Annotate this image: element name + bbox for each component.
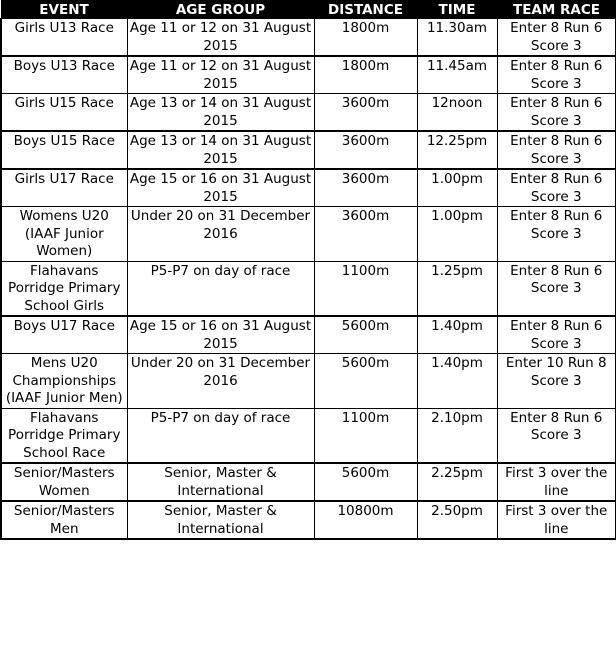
team-race-cell: First 3 over the line bbox=[497, 501, 616, 539]
time-cell: 2.10pm bbox=[417, 408, 497, 463]
team-race-cell: Enter 10 Run 8 Score 3 bbox=[497, 354, 616, 409]
header-event: EVENT bbox=[1, 1, 127, 19]
table-row bbox=[1, 94, 616, 132]
table-row bbox=[1, 261, 616, 316]
event-cell: Boys U17 Race bbox=[1, 316, 127, 354]
distance-cell: 1800m bbox=[314, 19, 417, 57]
event-cell: Girls U17 Race bbox=[1, 169, 127, 207]
age-group-cell: Senior, Master & International bbox=[127, 501, 314, 539]
time-cell: 1.00pm bbox=[417, 169, 497, 207]
team-race-cell: Enter 8 Run 6 Score 3 bbox=[497, 316, 616, 354]
age-group-cell: Senior, Master & International bbox=[127, 463, 314, 501]
table-row bbox=[1, 131, 616, 169]
age-group-cell: Age 11 or 12 on 31 August 2015 bbox=[127, 19, 314, 57]
table-body bbox=[1, 19, 616, 540]
header-team-race: TEAM RACE bbox=[497, 1, 616, 19]
time-cell: 1.40pm bbox=[417, 354, 497, 409]
team-race-cell: First 3 over the line bbox=[497, 463, 616, 501]
team-race-cell: Enter 8 Run 6 Score 3 bbox=[497, 261, 616, 316]
team-race-cell: Enter 8 Run 6 Score 3 bbox=[497, 169, 616, 207]
age-group-cell: Under 20 on 31 December 2016 bbox=[127, 207, 314, 262]
distance-cell: 5600m bbox=[314, 463, 417, 501]
time-cell: 1.40pm bbox=[417, 316, 497, 354]
event-cell: Womens U20 (IAAF Junior Women) bbox=[1, 207, 127, 262]
distance-cell: 3600m bbox=[314, 207, 417, 262]
table-row bbox=[1, 169, 616, 207]
event-cell: Senior/Masters Men bbox=[1, 501, 127, 539]
team-race-cell: Enter 8 Run 6 Score 3 bbox=[497, 207, 616, 262]
age-group-cell: P5-P7 on day of race bbox=[127, 408, 314, 463]
age-group-cell: Age 13 or 14 on 31 August 2015 bbox=[127, 94, 314, 132]
team-race-cell: Enter 8 Run 6 Score 3 bbox=[497, 131, 616, 169]
distance-cell: 5600m bbox=[314, 316, 417, 354]
distance-cell: 1100m bbox=[314, 408, 417, 463]
team-race-cell: Enter 8 Run 6 Score 3 bbox=[497, 94, 616, 132]
distance-cell: 5600m bbox=[314, 354, 417, 409]
event-cell: Girls U13 Race bbox=[1, 19, 127, 57]
distance-cell: 1800m bbox=[314, 56, 417, 94]
table-row bbox=[1, 408, 616, 463]
event-cell: Flahavans Porridge Primary School Race bbox=[1, 408, 127, 463]
distance-cell: 3600m bbox=[314, 131, 417, 169]
age-group-cell: Age 15 or 16 on 31 August 2015 bbox=[127, 316, 314, 354]
table-row bbox=[1, 501, 616, 539]
event-cell: Senior/Masters Women bbox=[1, 463, 127, 501]
team-race-cell: Enter 8 Run 6 Score 3 bbox=[497, 56, 616, 94]
distance-cell: 3600m bbox=[314, 94, 417, 132]
team-race-cell: Enter 8 Run 6 Score 3 bbox=[497, 19, 616, 57]
table-row bbox=[1, 463, 616, 501]
table-row bbox=[1, 207, 616, 262]
time-cell: 11.45am bbox=[417, 56, 497, 94]
age-group-cell: Age 15 or 16 on 31 August 2015 bbox=[127, 169, 314, 207]
time-cell: 12noon bbox=[417, 94, 497, 132]
age-group-cell: P5-P7 on day of race bbox=[127, 261, 314, 316]
event-cell: Boys U13 Race bbox=[1, 56, 127, 94]
age-group-cell: Age 11 or 12 on 31 August 2015 bbox=[127, 56, 314, 94]
distance-cell: 1100m bbox=[314, 261, 417, 316]
age-group-cell: Under 20 on 31 December 2016 bbox=[127, 354, 314, 409]
event-cell: Mens U20 Championships (IAAF Junior Men) bbox=[1, 354, 127, 409]
table-row bbox=[1, 56, 616, 94]
time-cell: 2.25pm bbox=[417, 463, 497, 501]
event-cell: Boys U15 Race bbox=[1, 131, 127, 169]
age-group-cell: Age 13 or 14 on 31 August 2015 bbox=[127, 131, 314, 169]
header-time: TIME bbox=[417, 1, 497, 19]
header-row bbox=[1, 1, 616, 19]
team-race-cell: Enter 8 Run 6 Score 3 bbox=[497, 408, 616, 463]
event-cell: Girls U15 Race bbox=[1, 94, 127, 132]
header-distance: DISTANCE bbox=[314, 1, 417, 19]
time-cell: 11.30am bbox=[417, 19, 497, 57]
time-cell: 2.50pm bbox=[417, 501, 497, 539]
time-cell: 1.25pm bbox=[417, 261, 497, 316]
table-row bbox=[1, 316, 616, 354]
event-cell: Flahavans Porridge Primary School Girls bbox=[1, 261, 127, 316]
distance-cell: 10800m bbox=[314, 501, 417, 539]
time-cell: 1.00pm bbox=[417, 207, 497, 262]
distance-cell: 3600m bbox=[314, 169, 417, 207]
header-age-group: AGE GROUP bbox=[127, 1, 314, 19]
table-row bbox=[1, 354, 616, 409]
time-cell: 12.25pm bbox=[417, 131, 497, 169]
table-row bbox=[1, 19, 616, 57]
